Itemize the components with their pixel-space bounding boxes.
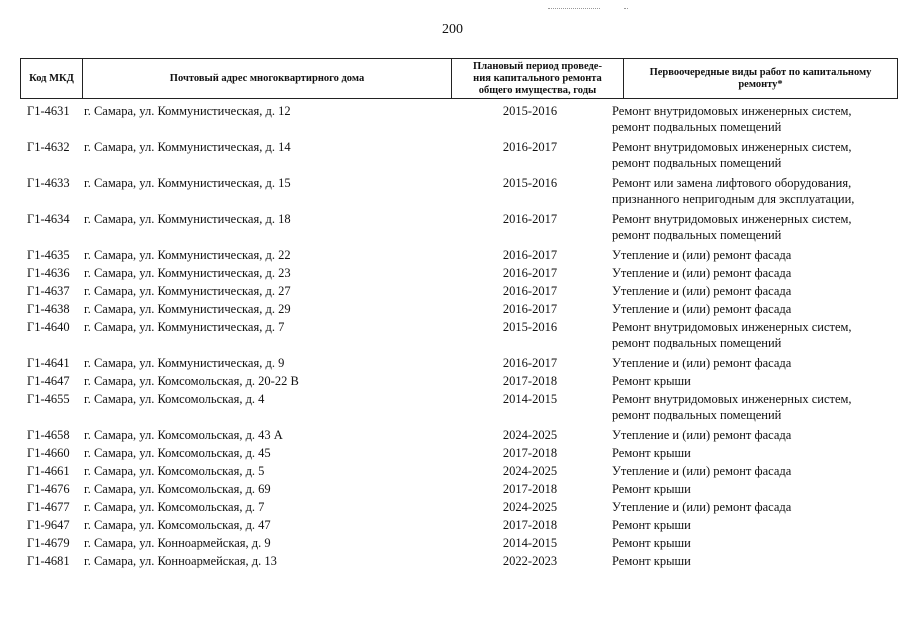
header-works-line: Первоочередные виды работ по капитальному (649, 66, 872, 78)
row-works-line: Утепление и (или) ремонт фасада (612, 464, 792, 478)
row-address: г. Самара, ул. Коммунистическая, д. 7 (84, 320, 285, 334)
row-address: г. Самара, ул. Коммунистическая, д. 27 (84, 284, 291, 298)
header-code: Код МКД (21, 59, 83, 98)
row-period: 2024-2025 (502, 464, 558, 478)
row-code: Г1-4635 (27, 248, 70, 262)
row-period: 2017-2018 (502, 518, 558, 532)
row-works-line: Утепление и (или) ремонт фасада (612, 248, 792, 262)
scan-mark (548, 8, 600, 10)
page-number: 200 (442, 22, 463, 37)
row-works-line: Ремонт крыши (612, 554, 691, 568)
row-address: г. Самара, ул. Коммунистическая, д. 12 (84, 104, 291, 118)
table-header (20, 58, 898, 99)
row-works (612, 319, 900, 351)
row-works (612, 499, 900, 515)
row-address: г. Самара, ул. Коммунистическая, д. 14 (84, 140, 291, 154)
row-period: 2016-2017 (502, 284, 558, 298)
row-code: Г1-4647 (27, 374, 70, 388)
row-works (612, 535, 900, 551)
row-code: Г1-4660 (27, 446, 70, 460)
row-code: Г1-4631 (27, 104, 70, 118)
row-code: Г1-4637 (27, 284, 70, 298)
row-address: г. Самара, ул. Комсомольская, д. 4 (84, 392, 265, 406)
row-works-line: Ремонт внутридомовых инженерных систем, (612, 392, 852, 406)
row-period: 2015-2016 (502, 320, 558, 334)
row-period: 2016-2017 (502, 356, 558, 370)
row-code: Г1-4676 (27, 482, 70, 496)
row-works-line: Ремонт или замена лифтового оборудования, (612, 176, 852, 190)
row-works-line: признанного непригодным для эксплуатации, (612, 192, 855, 206)
row-works (612, 283, 900, 299)
row-period: 2015-2016 (502, 104, 558, 118)
row-code: Г1-4658 (27, 428, 70, 442)
row-period: 2016-2017 (502, 302, 558, 316)
row-address: г. Самара, ул. Комсомольская, д. 43 А (84, 428, 283, 442)
row-period: 2014-2015 (502, 392, 558, 406)
row-address: г. Самара, ул. Комсомольская, д. 5 (84, 464, 265, 478)
row-works (612, 553, 900, 569)
row-code: Г1-4632 (27, 140, 70, 154)
header-works-line: ремонту* (738, 78, 783, 90)
scan-mark (624, 8, 628, 10)
row-address: г. Самара, ул. Комсомольская, д. 7 (84, 500, 265, 514)
row-code: Г1-9647 (27, 518, 70, 532)
row-works (612, 265, 900, 281)
row-address: г. Самара, ул. Коммунистическая, д. 15 (84, 176, 291, 190)
row-address: г. Самара, ул. Комсомольская, д. 20-22 В (84, 374, 299, 388)
row-works-line: ремонт подвальных помещений (612, 120, 782, 134)
row-period: 2017-2018 (502, 446, 558, 460)
row-address: г. Самара, ул. Коммунистическая, д. 9 (84, 356, 285, 370)
header-period-line: общего имущества, годы (478, 84, 597, 96)
row-address: г. Самара, ул. Конноармейская, д. 13 (84, 554, 277, 568)
row-period: 2016-2017 (502, 248, 558, 262)
row-address: г. Самара, ул. Коммунистическая, д. 18 (84, 212, 291, 226)
row-works (612, 247, 900, 263)
row-works (612, 355, 900, 371)
row-address: г. Самара, ул. Конноармейская, д. 9 (84, 536, 271, 550)
row-code: Г1-4638 (27, 302, 70, 316)
header-period (452, 59, 624, 98)
row-code: Г1-4681 (27, 554, 70, 568)
row-works (612, 463, 900, 479)
row-address: г. Самара, ул. Комсомольская, д. 47 (84, 518, 271, 532)
row-works-line: Утепление и (или) ремонт фасада (612, 356, 792, 370)
row-period: 2016-2017 (502, 212, 558, 226)
row-works-line: ремонт подвальных помещений (612, 156, 782, 170)
row-works-line: Ремонт крыши (612, 446, 691, 460)
row-code: Г1-4677 (27, 500, 70, 514)
row-works-line: Утепление и (или) ремонт фасада (612, 302, 792, 316)
row-works-line: ремонт подвальных помещений (612, 336, 782, 350)
row-works (612, 373, 900, 389)
row-address: г. Самара, ул. Комсомольская, д. 69 (84, 482, 271, 496)
row-works (612, 175, 900, 207)
row-period: 2016-2017 (502, 266, 558, 280)
row-code: Г1-4661 (27, 464, 70, 478)
row-code: Г1-4679 (27, 536, 70, 550)
row-works (612, 391, 900, 423)
row-address: г. Самара, ул. Коммунистическая, д. 29 (84, 302, 291, 316)
row-works-line: ремонт подвальных помещений (612, 228, 782, 242)
row-period: 2015-2016 (502, 176, 558, 190)
row-period: 2016-2017 (502, 140, 558, 154)
row-works-line: Ремонт внутридомовых инженерных систем, (612, 320, 852, 334)
row-works-line: Ремонт крыши (612, 518, 691, 532)
row-code: Г1-4634 (27, 212, 70, 226)
row-works (612, 427, 900, 443)
row-works-line: Ремонт внутридомовых инженерных систем, (612, 140, 852, 154)
row-works (612, 517, 900, 533)
row-address: г. Самара, ул. Коммунистическая, д. 23 (84, 266, 291, 280)
row-works-line: Ремонт крыши (612, 482, 691, 496)
row-works-line: Утепление и (или) ремонт фасада (612, 266, 792, 280)
row-code: Г1-4655 (27, 392, 70, 406)
row-works (612, 481, 900, 497)
row-period: 2024-2025 (502, 500, 558, 514)
row-works-line: Утепление и (или) ремонт фасада (612, 500, 792, 514)
row-works-line: Утепление и (или) ремонт фасада (612, 284, 792, 298)
header-period-line: Плановый период проведе- (473, 60, 602, 72)
row-works (612, 139, 900, 171)
row-code: Г1-4636 (27, 266, 70, 280)
row-works (612, 445, 900, 461)
header-period-line: ния капитального ремонта (473, 72, 602, 84)
row-code: Г1-4633 (27, 176, 70, 190)
row-works-line: Ремонт крыши (612, 536, 691, 550)
row-works-line: Ремонт внутридомовых инженерных систем, (612, 104, 852, 118)
row-works-line: ремонт подвальных помещений (612, 408, 782, 422)
row-period: 2014-2015 (502, 536, 558, 550)
row-address: г. Самара, ул. Коммунистическая, д. 22 (84, 248, 291, 262)
row-works-line: Ремонт крыши (612, 374, 691, 388)
row-address: г. Самара, ул. Комсомольская, д. 45 (84, 446, 271, 460)
row-period: 2017-2018 (502, 374, 558, 388)
row-code: Г1-4640 (27, 320, 70, 334)
row-period: 2022-2023 (502, 554, 558, 568)
row-works-line: Утепление и (или) ремонт фасада (612, 428, 792, 442)
header-address: Почтовый адрес многоквартирного дома (83, 59, 452, 98)
row-period: 2024-2025 (502, 428, 558, 442)
row-works (612, 103, 900, 135)
header-works (624, 59, 897, 98)
row-works (612, 301, 900, 317)
row-code: Г1-4641 (27, 356, 70, 370)
row-period: 2017-2018 (502, 482, 558, 496)
row-works-line: Ремонт внутридомовых инженерных систем, (612, 212, 852, 226)
row-works (612, 211, 900, 243)
